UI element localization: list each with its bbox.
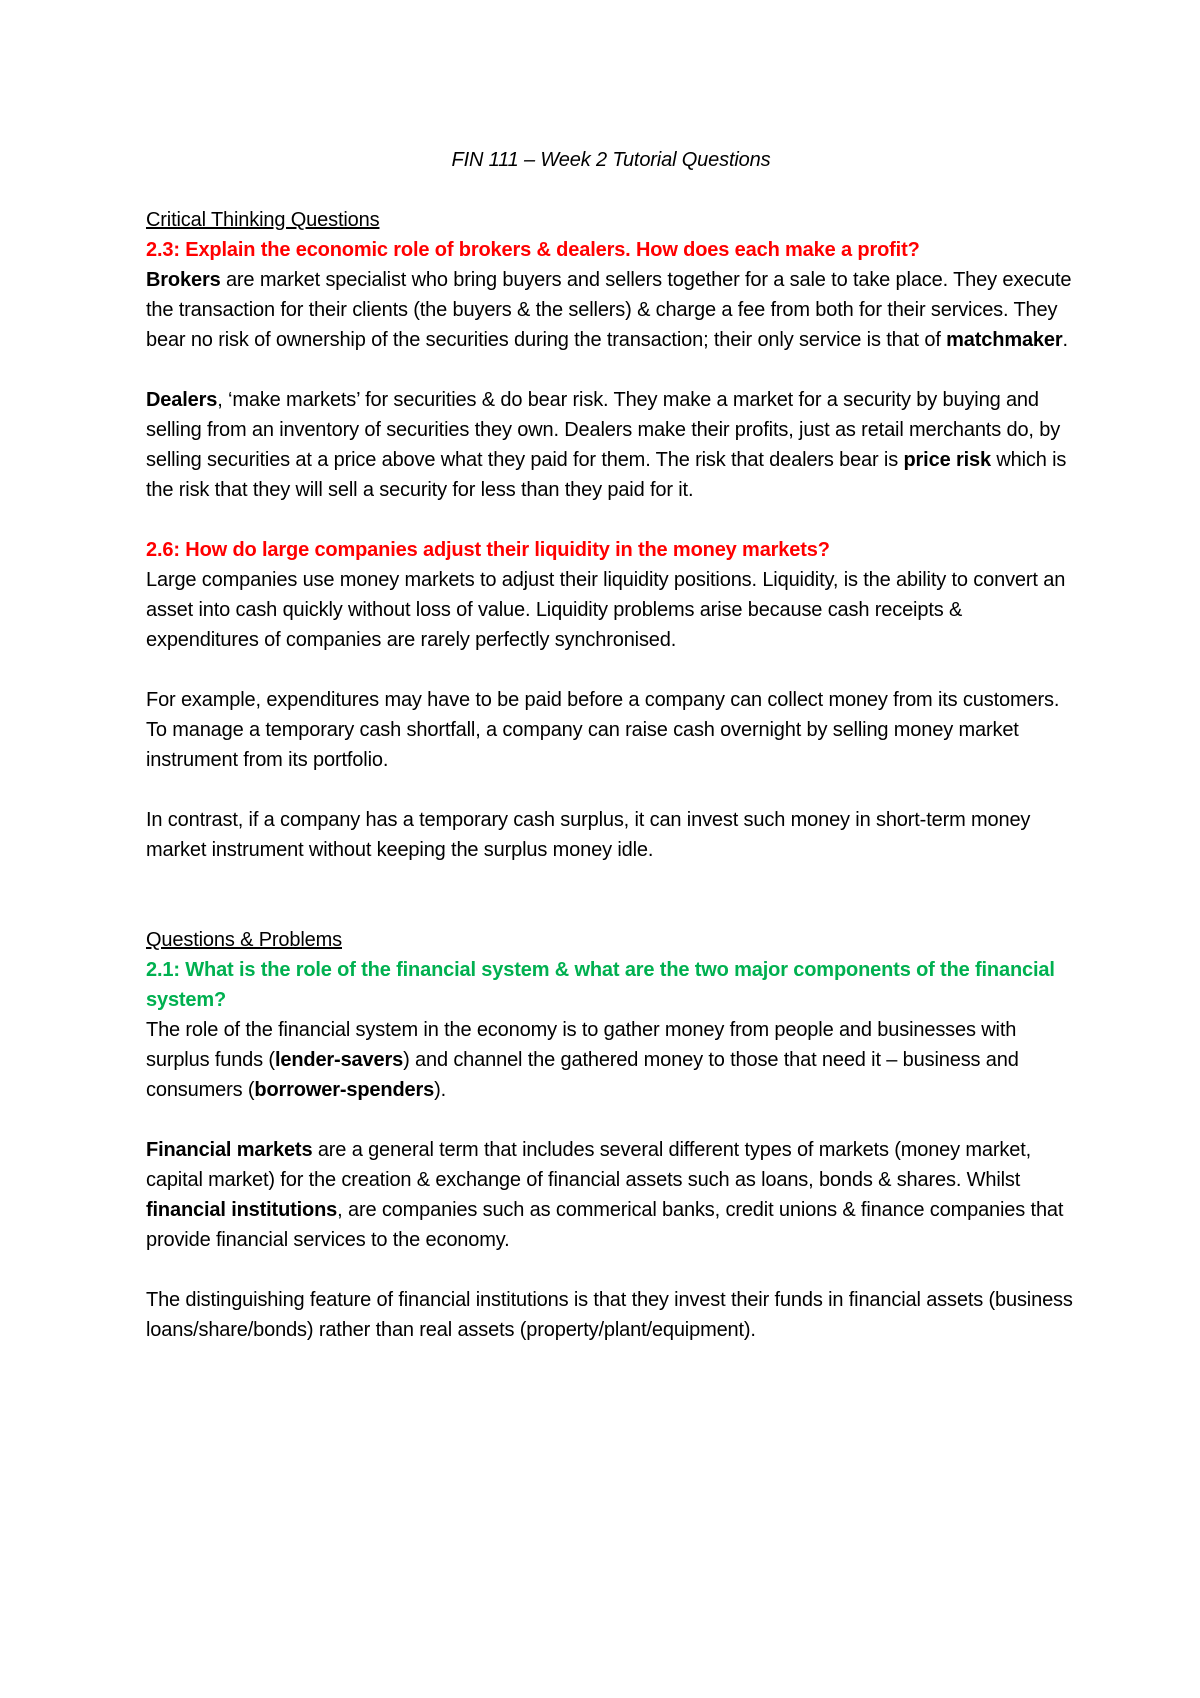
answer-2-6-paragraph-3: In contrast, if a company has a temporary cash surplus, it can invest such money in short-term money market instrument without keeping the surplus money idle. (146, 809, 1031, 861)
question-2-3: 2.3: Explain the economic role of brokers & dealers. How does each make a profit? (146, 239, 920, 261)
section-heading-critical-thinking: Critical Thinking Questions (146, 209, 380, 231)
answer-2-3-dealers (146, 385, 1076, 505)
text-segment: , ‘make markets’ for securities & do bear risk. They make a market for a security by buying and selling from an inventory of securities they own. Dealers make their profits, just as retail merchants do, by selling securities at a price above what they paid for them. The risk that dealers bear is (146, 389, 1061, 471)
text-segment: are market specialist who bring buyers and sellers together for a sale to take place. They execute the transaction for their clients (the buyers & the sellers) & charge a fee from both for their services. They bear no risk of ownership of the securities during the transaction; their only service is that of (146, 269, 1072, 351)
term-matchmaker: matchmaker (946, 329, 1063, 351)
text-segment: are a general term that includes several different types of markets (money market, capital market) for the creation & exchange of financial assets such as loans, bonds & shares. Whilst (146, 1139, 1032, 1191)
document-title: FIN 111 – Week 2 Tutorial Questions (451, 149, 771, 171)
term-lender-savers: lender-savers (274, 1049, 404, 1071)
text-segment: ). (434, 1079, 447, 1101)
text-segment: which is the risk that they will sell a security for less than they paid for it. (146, 449, 1067, 501)
term-borrower-spenders: borrower-spenders (254, 1079, 435, 1101)
question-2-6: 2.6: How do large companies adjust their liquidity in the money markets? (146, 539, 830, 561)
answer-2-1-paragraph-1 (146, 1015, 1076, 1105)
term-brokers: Brokers (146, 269, 221, 291)
answer-2-1-paragraph-2 (146, 1135, 1076, 1255)
answer-2-6-paragraph-2: For example, expenditures may have to be paid before a company can collect money from its customers. To manage a temporary cash shortfall, a company can raise cash overnight by selling money market instrument from its portfolio. (146, 689, 1060, 771)
text-segment: ) and channel the gathered money to those that need it – business and consumers ( (146, 1049, 1019, 1101)
term-financial-markets: Financial markets (146, 1139, 313, 1161)
text-segment: The role of the financial system in the economy is to gather money from people and businesses with surplus funds ( (146, 1019, 1017, 1071)
text-segment: , are companies such as commerical banks, credit unions & finance companies that provide financial services to the economy. (146, 1199, 1064, 1251)
term-price-risk: price risk (903, 449, 991, 471)
question-2-1: 2.1: What is the role of the financial system & what are the two major components of the financial system? (146, 959, 1055, 1011)
section-heading-questions-problems: Questions & Problems (146, 929, 342, 951)
term-financial-institutions: financial institutions (146, 1199, 338, 1221)
answer-2-1-paragraph-3: The distinguishing feature of financial institutions is that they invest their funds in financial assets (business loans/share/bonds) rather than real assets (property/plant/equipment). (146, 1289, 1073, 1341)
answer-2-3-brokers (146, 265, 1076, 355)
text-segment: . (1062, 329, 1068, 351)
document-body (146, 145, 1076, 1345)
term-dealers: Dealers (146, 389, 218, 411)
answer-2-6-paragraph-1: Large companies use money markets to adjust their liquidity positions. Liquidity, is the ability to convert an asset into cash quickly without loss of value. Liquidity problems arise because cash receipts & expenditures of companies are rarely perfectly synchronised. (146, 569, 1066, 651)
